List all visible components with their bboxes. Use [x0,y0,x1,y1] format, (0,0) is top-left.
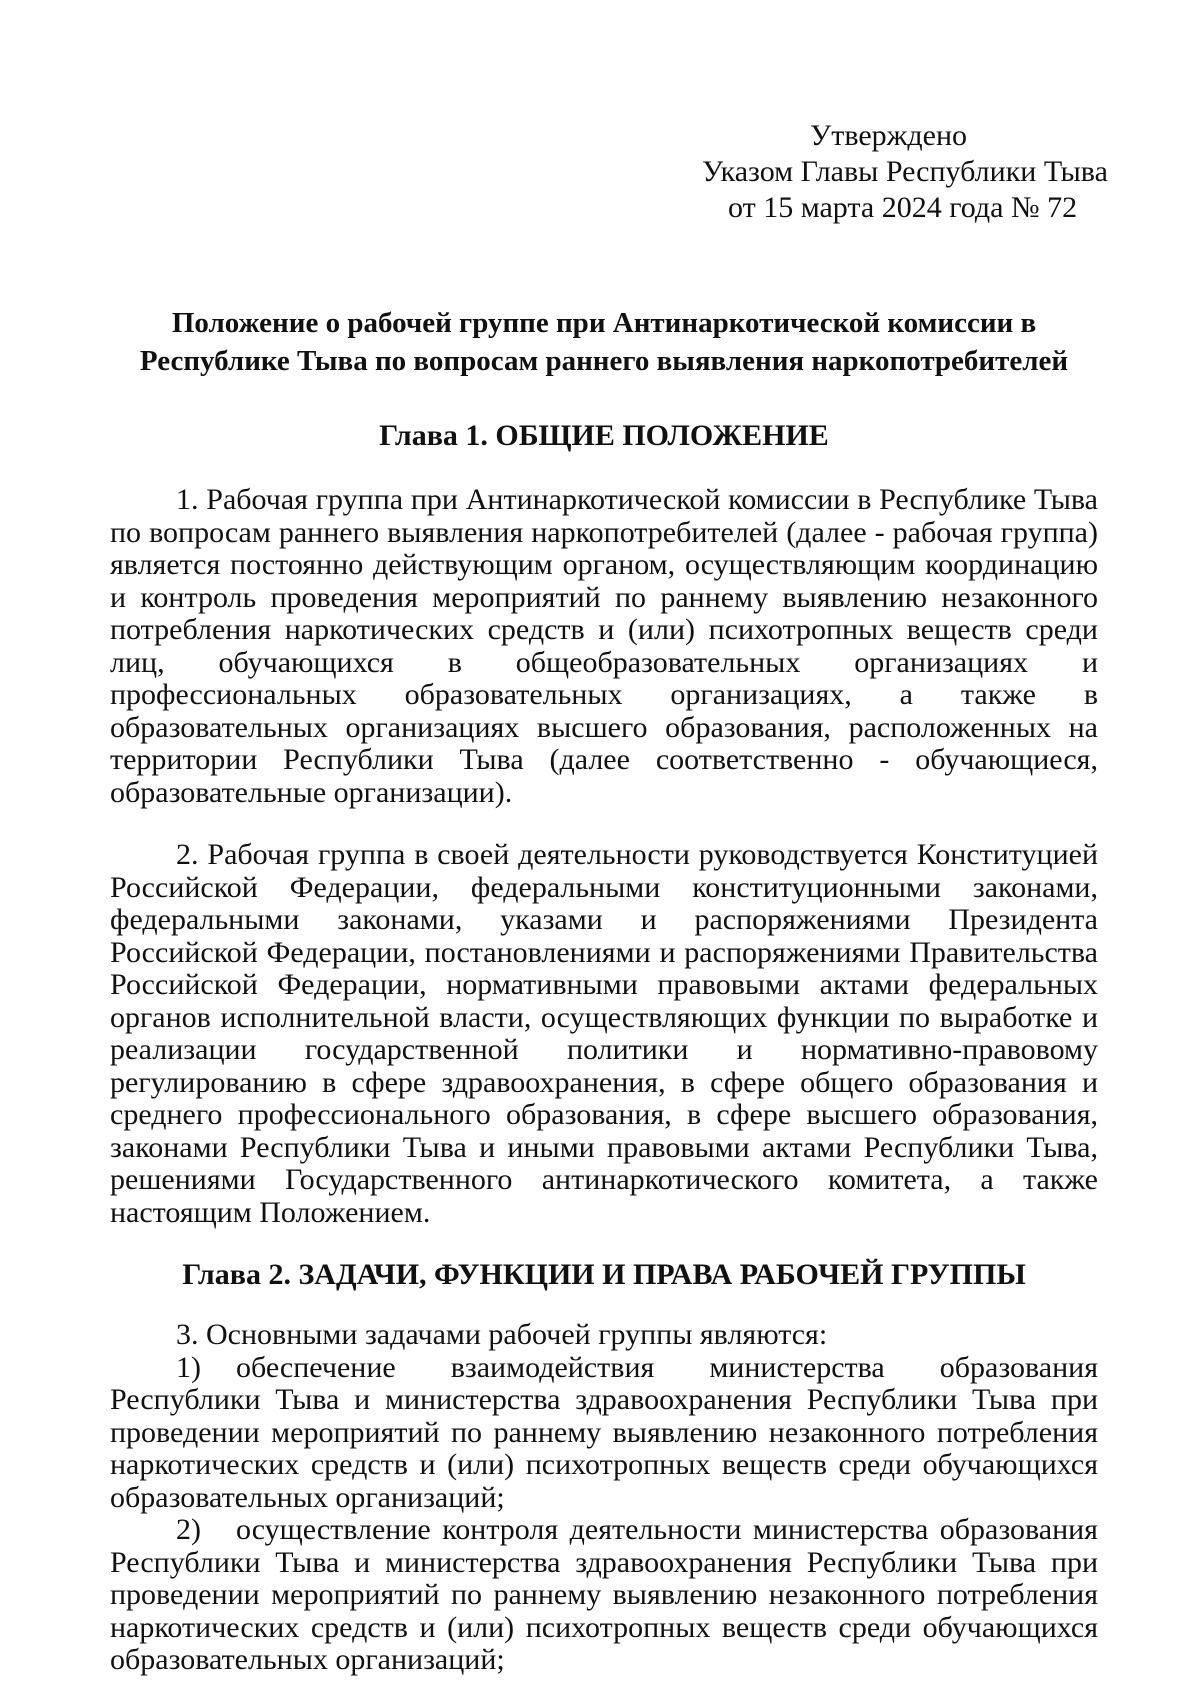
chapter-2-heading: Глава 2. ЗАДАЧИ, ФУНКЦИИ И ПРАВА РАБОЧЕЙ ГРУППЫ [182,1258,1026,1291]
approval-line-2: Указом Главы Республики Тыва [702,155,1108,188]
list-item [110,1514,1098,1677]
document-title-line-2: Республике Тыва по вопросам раннего выявления наркопотребителей [139,345,1069,377]
document-title-line-1: Положение о рабочей группе при Антинаркотической комиссии в [171,307,1037,339]
paragraph-1: 1. Рабочая группа при Антинаркотической комиссии в Республике Тыва по вопросам раннего выявления наркопотребителей (далее - рабочая группа) является постоянно действующим органом, осуществляющим координацию и контроль проведения мероприятий по раннему выявлению незаконного потребления наркотических средств и (или) психотропных веществ среди лиц, обучающихся в общеобразовательных организациях и профессиональных образовательных организациях, а также в образовательных организациях высшего образования, расположенных на территории Республики Тыва (далее соответственно - обучающиеся, образовательные организации). [110,483,1098,809]
document-title [110,304,1098,380]
list-item-text: осуществление контроля деятельности министерства образования Республики Тыва и министерства здравоохранения Республики Тыва при проведении мероприятий по раннему выявлению незаконного потребления наркотических средств и (или) психотропных веществ среди обучающихся образовательных организаций; [110,1513,1098,1676]
approval-stamp [110,118,1108,238]
list-item-number: 2) [176,1513,201,1546]
document-page [110,118,1108,1677]
approval-line-1: Утверждено [810,119,968,152]
list-item-text: обеспечение взаимодействия министерства образования Республики Тыва и министерства здравоохранения Республики Тыва при проведении мероприятий по раннему выявлению незаконного потребления наркотических средств и (или) психотропных веществ среди обучающихся образовательных организаций; [110,1350,1098,1514]
chapter-1-heading: Глава 1. ОБЩИЕ ПОЛОЖЕНИЕ [379,419,829,452]
list-item-number: 1) [176,1350,201,1384]
paragraph-3: 3. Основными задачами рабочей группы являются: [176,1318,828,1351]
approval-line-3: от 15 марта 2024 года № 72 [728,191,1078,224]
list-item [110,1352,1098,1515]
paragraph-2: 2. Рабочая группа в своей деятельности руководствуется Конституцией Российской Федерации, федеральными конституционными законами, федеральными законами, указами и распоряжениями Президента Российской Федерации, постановлениями и распоряжениями Правительства Российской Федерации, нормативными правовыми актами федеральных органов исполнительной власти, осуществляющих функции по выработке и реализации государственной политики и нормативно-правовому регулированию в сфере здравоохранения, в сфере общего образования и среднего профессионального образования, в сфере высшего образования, законами Республики Тыва и иными правовыми актами Республики Тыва, решениями Государственного антинаркотического комитета, а также настоящим Положением. [110,838,1098,1229]
